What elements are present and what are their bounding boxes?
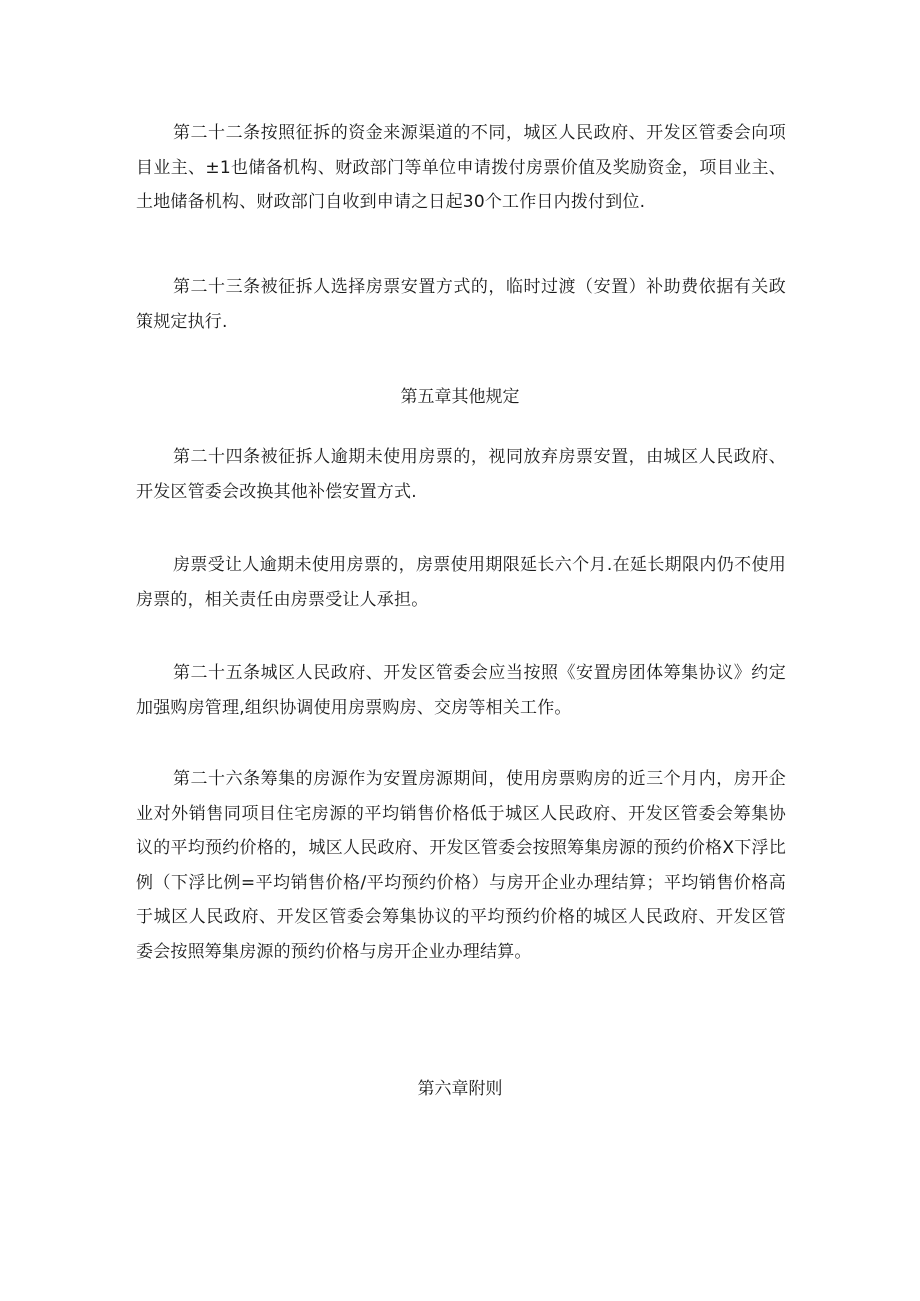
chapter-5-heading: 第五章其他规定 [400,387,520,407]
article-26-paragraph: 第二十六条筹集的房源作为安置房源期间，使用房票购房的近三个月内，房开企业对外销售同项目住宅房源的平均销售价格低于城区人民政府、开发区管委会筹集协议的平均预约价格的，城区人民政府、开发区管委会按照筹集房源的预约价格X下浮比例（下浮比例=平均销售价格/平均预约价格）与房开企业办理结算；平均销售价格高于城区人民政府、开发区管委会筹集协议的平均预约价格的城区人民政府、开发区管委会按照筹集房源的预约价格与房开企业办理结算。 [136,769,786,962]
article-22-paragraph: 第二十二条按照征拆的资金来源渠道的不同，城区人民政府、开发区管委会向项目业主、±1也储备机构、财政部门等单位申请拨付房票价值及奖励资金，项目业主、土地储备机构、财政部门自收到申请之日起30个工作日内拨付到位. [136,123,786,212]
article-24-paragraph: 第二十四条被征拆人逾期未使用房票的，视同放弃房票安置，由城区人民政府、开发区管委会改换其他补偿安置方式. [136,447,786,502]
article-25-paragraph: 第二十五条城区人民政府、开发区管委会应当按照《安置房团体筹集协议》约定加强购房管理,组织协调使用房票购房、交房等相关工作。 [136,663,786,718]
article-24-second-paragraph: 房票受让人逾期未使用房票的，房票使用期限延长六个月.在延长期限内仍不使用房票的，相关责任由房票受让人承担。 [136,555,786,610]
chapter-6-heading: 第六章附则 [417,1079,503,1099]
article-23-paragraph: 第二十三条被征拆人选择房票安置方式的，临时过渡（安置）补助费依据有关政策规定执行. [136,277,786,332]
